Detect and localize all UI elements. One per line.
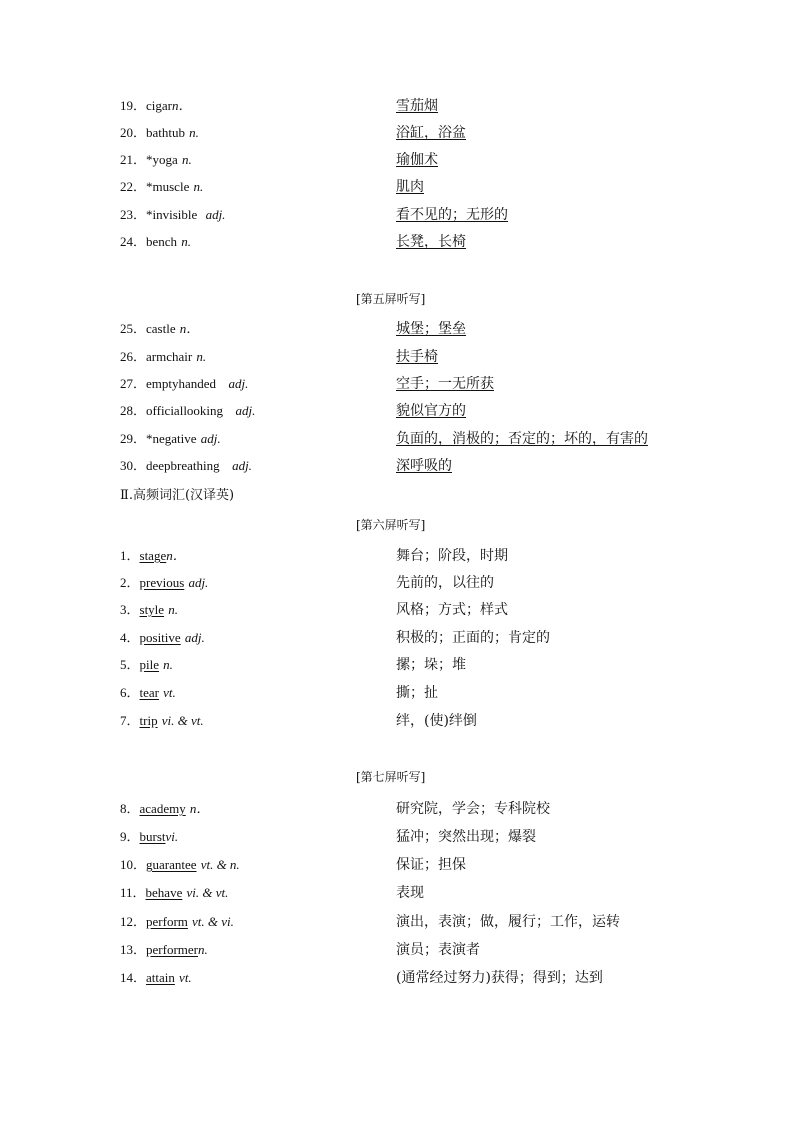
- section-header: [第六屏听写]: [356, 518, 426, 532]
- english-word: *negative: [146, 431, 197, 446]
- item-number: 9．: [120, 829, 140, 844]
- item-number: 6．: [120, 685, 140, 700]
- item-number: 4．: [120, 630, 140, 645]
- vocab-row: [0, 969, 794, 993]
- item-number: 27．: [120, 376, 147, 391]
- english-word: burst: [139, 829, 166, 844]
- item-number: 28．: [120, 403, 147, 418]
- english-word: stage: [139, 548, 167, 563]
- chinese-meaning: 雪茄烟: [396, 98, 438, 114]
- vocab-row: [0, 856, 794, 880]
- chinese-meaning: 深呼吸的: [396, 458, 452, 474]
- item-number: 14．: [120, 970, 147, 985]
- vocab-row: [0, 913, 794, 937]
- chinese-meaning: 扶手椅: [396, 349, 438, 365]
- chinese-meaning: 肌肉: [396, 179, 424, 195]
- chinese-meaning: 长凳，长椅: [396, 234, 466, 250]
- item-number: 11．: [120, 885, 146, 900]
- vocab-row: [0, 457, 794, 481]
- vocab-row: [0, 656, 794, 680]
- vocab-row: [0, 178, 794, 202]
- english-word: armchair: [146, 349, 193, 364]
- item-number: 21．: [120, 152, 147, 167]
- chinese-meaning: 绊，(使)绊倒: [396, 713, 477, 729]
- english-word: officiallooking: [146, 403, 224, 418]
- part-of-speech: vt.: [163, 685, 176, 700]
- part-of-speech: adj.: [205, 207, 226, 222]
- english-word: perform: [146, 914, 188, 929]
- section-header: [第七屏听写]: [356, 770, 426, 784]
- part-of-speech: adj.: [188, 575, 209, 590]
- english-word: *yoga: [146, 152, 178, 167]
- vocab-row: [0, 712, 794, 736]
- part-of-speech: vt. & vi.: [192, 914, 234, 929]
- vocab-row: [0, 97, 794, 121]
- chinese-meaning: 摞；垛；堆: [396, 657, 466, 673]
- chinese-meaning: 瑜伽术: [396, 152, 438, 168]
- english-word: previous: [139, 575, 185, 590]
- item-number: 5．: [120, 657, 140, 672]
- vocab-row: [0, 320, 794, 344]
- chinese-meaning: 舞台；阶段，时期: [396, 548, 508, 564]
- section-header: [第五屏听写]: [356, 292, 426, 306]
- part-of-speech: n.: [168, 602, 178, 617]
- item-number: 8．: [120, 801, 140, 816]
- part-of-speech: adj.: [184, 630, 205, 645]
- english-word: trip: [139, 713, 158, 728]
- vocab-row: [0, 601, 794, 625]
- item-number: 20．: [120, 125, 147, 140]
- vocab-row: [0, 124, 794, 148]
- chinese-meaning: 演出，表演；做，履行；工作，运转: [396, 914, 620, 930]
- chinese-meaning: 城堡；堡垒: [396, 321, 466, 337]
- english-word: tear: [139, 685, 159, 700]
- chinese-meaning: 保证；担保: [396, 857, 466, 873]
- item-number: 19．: [120, 98, 147, 113]
- english-word: *muscle: [146, 179, 190, 194]
- chinese-meaning: 表现: [396, 885, 424, 901]
- english-word: guarantee: [146, 857, 197, 872]
- item-number: 10．: [120, 857, 147, 872]
- item-number: 12．: [120, 914, 147, 929]
- chinese-meaning: 空手；一无所获: [396, 376, 494, 392]
- part-of-speech: n．: [166, 548, 186, 563]
- english-word: academy: [139, 801, 186, 816]
- chinese-meaning: 积极的；正面的；肯定的: [396, 630, 550, 646]
- part-of-speech: adj.: [235, 403, 256, 418]
- part-of-speech: vt.: [179, 970, 192, 985]
- chinese-meaning: (通常经过努力)获得；得到；达到: [396, 970, 603, 986]
- vocab-row: [0, 941, 794, 965]
- item-number: 29．: [120, 431, 147, 446]
- vocab-row: [0, 684, 794, 708]
- item-number: 3．: [120, 602, 140, 617]
- item-number: 7．: [120, 713, 140, 728]
- item-number: 30．: [120, 458, 147, 473]
- english-word: attain: [146, 970, 175, 985]
- part-of-speech: n．: [179, 321, 200, 336]
- vocab-row: [0, 348, 794, 372]
- part-of-speech: vi.: [165, 829, 179, 844]
- english-word: bench: [146, 234, 178, 249]
- english-word: cigar: [146, 98, 172, 113]
- part-of-speech: vt. & n.: [200, 857, 240, 872]
- vocab-row: [0, 574, 794, 598]
- part-of-speech: n.: [197, 942, 208, 957]
- english-word: positive: [139, 630, 181, 645]
- chinese-meaning: 研究院，学会；专科院校: [396, 801, 550, 817]
- vocab-row: [0, 828, 794, 852]
- vocab-row: [0, 547, 794, 571]
- part-of-speech: adj.: [232, 458, 252, 473]
- section-title: Ⅱ.高频词汇(汉译英): [120, 488, 235, 503]
- english-word: *invisible: [146, 207, 198, 222]
- vocab-row: [0, 884, 794, 908]
- item-number: 23．: [120, 207, 147, 222]
- item-number: 26．: [120, 349, 147, 364]
- item-number: 24．: [120, 234, 147, 249]
- vocab-row: [0, 629, 794, 653]
- item-number: 22．: [120, 179, 147, 194]
- item-number: 13．: [120, 942, 147, 957]
- chinese-meaning: 貌似官方的: [396, 403, 466, 419]
- part-of-speech: n.: [196, 349, 207, 364]
- item-number: 1．: [120, 548, 140, 563]
- part-of-speech: vi. & vt.: [186, 885, 229, 900]
- vocab-row: [0, 800, 794, 824]
- vocab-row: [0, 402, 794, 426]
- vocab-row: [0, 233, 794, 257]
- english-word: deepbreathing: [146, 458, 220, 473]
- english-word: style: [139, 602, 165, 617]
- english-word: behave: [145, 885, 183, 900]
- item-number: 25．: [120, 321, 147, 336]
- part-of-speech: n.: [181, 234, 191, 249]
- chinese-meaning: 撕；扯: [396, 685, 438, 701]
- part-of-speech: n.: [163, 657, 173, 672]
- part-of-speech: n．: [189, 801, 210, 816]
- part-of-speech: n.: [181, 152, 192, 167]
- chinese-meaning: 负面的，消极的；否定的；坏的，有害的: [396, 431, 648, 447]
- part-of-speech: vi. & vt.: [161, 713, 204, 728]
- vocab-row: [0, 430, 794, 454]
- english-word: performer: [146, 942, 198, 957]
- english-word: emptyhanded: [146, 376, 217, 391]
- chinese-meaning: 浴缸，浴盆: [396, 125, 466, 141]
- vocab-row: [0, 375, 794, 399]
- item-number: 2．: [120, 575, 140, 590]
- part-of-speech: adj.: [228, 376, 249, 391]
- english-word: castle: [146, 321, 176, 336]
- part-of-speech: n.: [193, 179, 204, 194]
- english-word: pile: [139, 657, 160, 672]
- chinese-meaning: 风格；方式；样式: [396, 602, 508, 618]
- part-of-speech: n．: [172, 98, 192, 113]
- vocab-row: [0, 151, 794, 175]
- chinese-meaning: 演员；表演者: [396, 942, 480, 958]
- english-word: bathtub: [146, 125, 186, 140]
- chinese-meaning: 先前的，以往的: [396, 575, 494, 591]
- part-of-speech: adj.: [200, 431, 221, 446]
- chinese-meaning: 看不见的；无形的: [396, 207, 508, 223]
- part-of-speech: n.: [189, 125, 199, 140]
- vocab-term: [120, 97, 192, 116]
- chinese-meaning: 猛冲；突然出现；爆裂: [396, 829, 536, 845]
- vocab-row: [0, 206, 794, 230]
